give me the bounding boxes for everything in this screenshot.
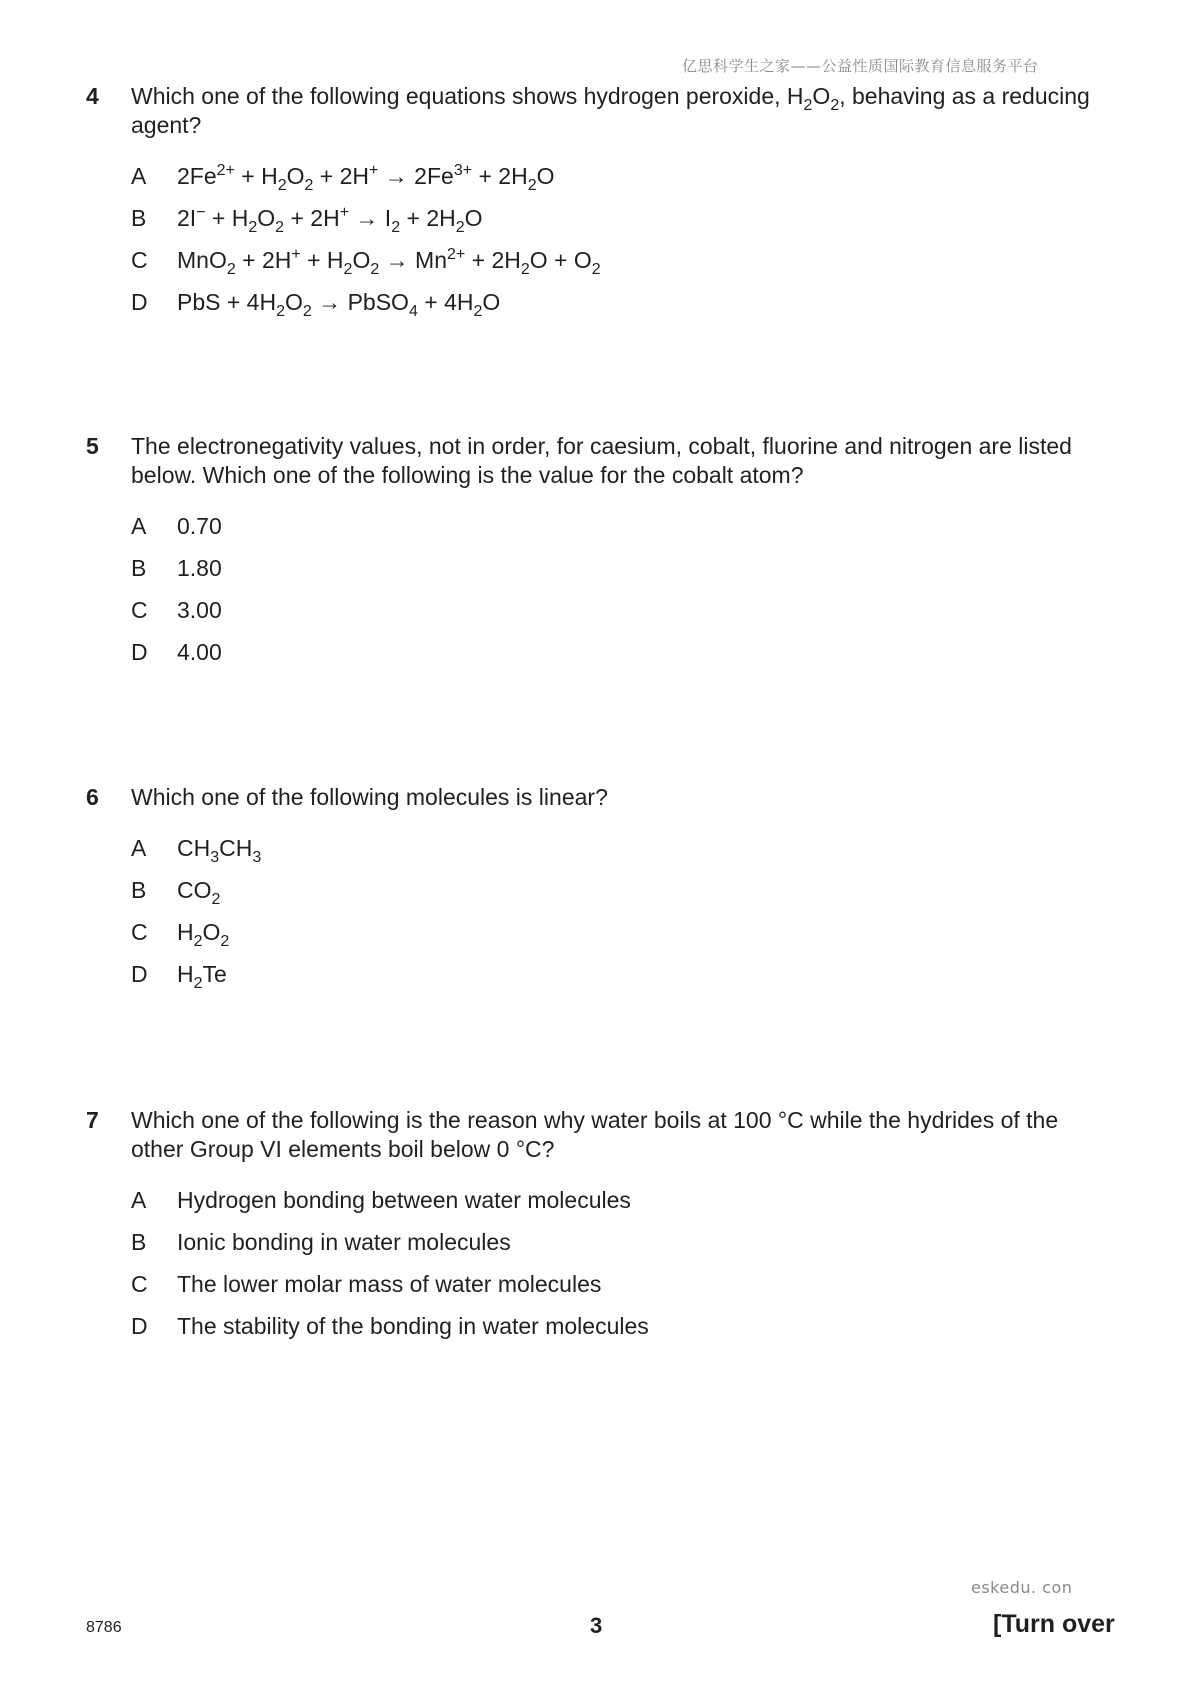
option-text: $H_2O_2$	[177, 919, 230, 950]
option-letter: B	[131, 205, 147, 231]
option-letter: A	[131, 163, 147, 189]
option-d[interactable]	[131, 638, 1116, 680]
option-letter: D	[131, 1313, 148, 1339]
option-letter: D	[131, 289, 148, 315]
question-text: Which one of the following is the reason why water boils at 100 °C while the hydrides of the other Group VI elements boil below 0 °C?	[131, 1107, 1059, 1162]
question-5	[86, 432, 1116, 680]
question-number: 6	[86, 784, 99, 810]
option-c[interactable]	[131, 918, 1116, 960]
option-text: Ionic bonding in water molecules	[177, 1229, 511, 1255]
option-d[interactable]	[131, 1312, 1116, 1354]
option-letter: C	[131, 919, 148, 945]
option-b[interactable]	[131, 204, 1116, 246]
option-letter: D	[131, 961, 148, 987]
option-letter: C	[131, 1271, 148, 1297]
option-text: PbS + $4H_2O_2$ → PbSO$_4$ + $4H_2O$	[177, 289, 501, 320]
option-b[interactable]	[131, 1228, 1116, 1270]
option-text: $2Fe^{2+} + H_2O_2 + 2H^+ \to 2Fe^{3+} + 2H_2O$	[177, 162, 555, 194]
options-list	[131, 1186, 1116, 1354]
question-text: Which one of the following molecules is linear?	[131, 784, 608, 810]
option-a[interactable]	[131, 834, 1116, 876]
watermark-text: 亿思科学生之家——公益性质国际教育信息服务平台	[682, 57, 1039, 75]
option-text: The stability of the bonding in water molecules	[177, 1313, 649, 1339]
site-watermark: eskedu. con	[971, 1578, 1073, 1597]
option-c[interactable]	[131, 246, 1116, 288]
question-text: The electronegativity values, not in order, for caesium, cobalt, fluorine and nitrogen are listed below. Which one of the following is the value for the cobalt atom?	[131, 433, 1072, 488]
option-d[interactable]	[131, 288, 1116, 330]
option-text: $MnO_2 + 2H^+ + H_2O_2 \to Mn^{2+} + 2H_2O + O_2$	[177, 246, 601, 278]
option-b[interactable]	[131, 554, 1116, 596]
option-letter: A	[131, 835, 147, 861]
option-text: $CO_2$	[177, 877, 221, 908]
page-number: 3	[590, 1613, 603, 1638]
option-text: Hydrogen bonding between water molecules	[177, 1187, 631, 1213]
option-text: $H_2Te$	[177, 961, 227, 992]
option-c[interactable]	[131, 596, 1116, 638]
option-letter: B	[131, 1229, 147, 1255]
option-a[interactable]	[131, 512, 1116, 554]
option-text: 4.00	[177, 639, 222, 665]
option-letter: D	[131, 639, 148, 665]
option-text: The lower molar mass of water molecules	[177, 1271, 602, 1297]
question-text: Which one of the following equations shows hydrogen peroxide, $H_2O_2$, behaving as a reducing agent?	[131, 83, 1090, 138]
question-4	[86, 82, 1116, 330]
paper-code: 8786	[86, 1619, 122, 1636]
option-a[interactable]	[131, 162, 1116, 204]
option-letter: A	[131, 513, 147, 539]
option-text: $2I^- + H_2O_2 + 2H^+ \to I_2 + 2H_2O$	[177, 204, 483, 236]
options-list	[131, 512, 1116, 680]
option-text: 1.80	[177, 555, 222, 581]
option-text: 0.70	[177, 513, 222, 539]
option-letter: C	[131, 597, 148, 623]
options-list	[131, 162, 1116, 330]
question-6	[86, 783, 1116, 1002]
turn-over-label: [Turn over	[993, 1610, 1115, 1638]
option-letter: B	[131, 877, 147, 903]
option-letter: B	[131, 555, 147, 581]
option-text: 3.00	[177, 597, 222, 623]
options-list	[131, 834, 1116, 1002]
option-d[interactable]	[131, 960, 1116, 1002]
question-number: 7	[86, 1107, 99, 1133]
option-letter: A	[131, 1187, 147, 1213]
option-letter: C	[131, 247, 148, 273]
option-c[interactable]	[131, 1270, 1116, 1312]
option-a[interactable]	[131, 1186, 1116, 1228]
question-number: 4	[86, 83, 99, 109]
option-text: $CH_3CH_3$	[177, 835, 262, 866]
question-7	[86, 1106, 1116, 1354]
option-b[interactable]	[131, 876, 1116, 918]
question-number: 5	[86, 433, 99, 459]
